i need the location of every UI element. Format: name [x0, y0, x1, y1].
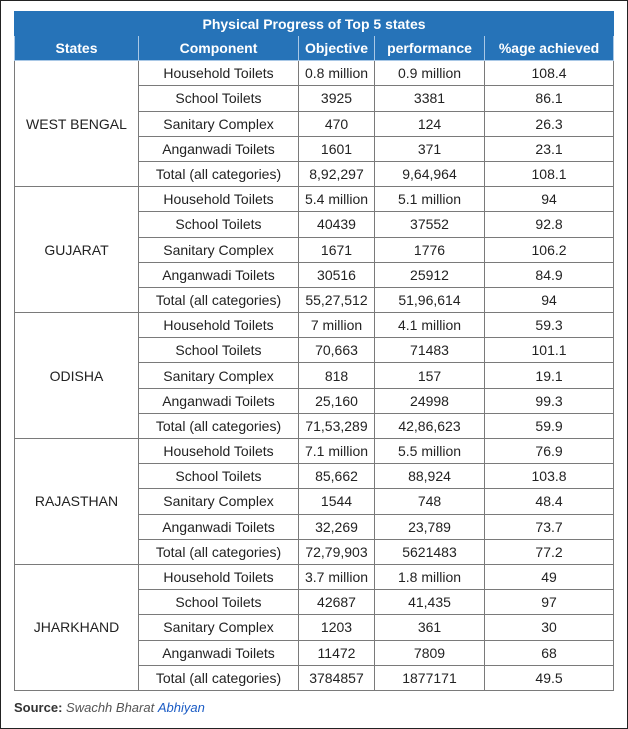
- table-title: Physical Progress of Top 5 states: [15, 12, 614, 36]
- achieved-cell: 48.4: [485, 489, 614, 514]
- objective-cell: 3925: [299, 86, 375, 111]
- achieved-cell: 68: [485, 640, 614, 665]
- component-cell: School Toilets: [139, 464, 299, 489]
- table-row: [15, 564, 614, 589]
- state-name-cell: RAJASTHAN: [15, 439, 139, 565]
- state-name-cell: JHARKHAND: [15, 564, 139, 690]
- objective-cell: 25,160: [299, 388, 375, 413]
- objective-cell: 71,53,289: [299, 413, 375, 438]
- component-cell: School Toilets: [139, 338, 299, 363]
- component-cell: Sanitary Complex: [139, 363, 299, 388]
- header-objective: Objective: [299, 36, 375, 61]
- component-cell: Household Toilets: [139, 564, 299, 589]
- column-header-row: [15, 36, 614, 61]
- performance-cell: 124: [375, 111, 485, 136]
- component-cell: School Toilets: [139, 590, 299, 615]
- table-row: [15, 439, 614, 464]
- objective-cell: 3.7 million: [299, 564, 375, 589]
- performance-cell: 157: [375, 363, 485, 388]
- objective-cell: 42687: [299, 590, 375, 615]
- performance-cell: 9,64,964: [375, 161, 485, 186]
- source-note: [14, 700, 205, 715]
- component-cell: Anganwadi Toilets: [139, 262, 299, 287]
- objective-cell: 1601: [299, 136, 375, 161]
- achieved-cell: 73.7: [485, 514, 614, 539]
- objective-cell: 70,663: [299, 338, 375, 363]
- performance-cell: 25912: [375, 262, 485, 287]
- state-name-cell: GUJARAT: [15, 187, 139, 313]
- objective-cell: 55,27,512: [299, 287, 375, 312]
- component-cell: Anganwadi Toilets: [139, 640, 299, 665]
- performance-cell: 1.8 million: [375, 564, 485, 589]
- objective-cell: 470: [299, 111, 375, 136]
- state-name-cell: WEST BENGAL: [15, 61, 139, 187]
- component-cell: School Toilets: [139, 86, 299, 111]
- component-cell: Total (all categories): [139, 413, 299, 438]
- performance-cell: 3381: [375, 86, 485, 111]
- source-label: Source:: [14, 700, 63, 715]
- objective-cell: 40439: [299, 212, 375, 237]
- performance-cell: 1776: [375, 237, 485, 262]
- performance-cell: 1877171: [375, 665, 485, 690]
- objective-cell: 1203: [299, 615, 375, 640]
- achieved-cell: 49.5: [485, 665, 614, 690]
- performance-cell: 361: [375, 615, 485, 640]
- achieved-cell: 84.9: [485, 262, 614, 287]
- performance-cell: 51,96,614: [375, 287, 485, 312]
- table-header: [15, 12, 614, 61]
- achieved-cell: 30: [485, 615, 614, 640]
- table-row: [15, 313, 614, 338]
- performance-cell: 24998: [375, 388, 485, 413]
- component-cell: Anganwadi Toilets: [139, 388, 299, 413]
- state-name-cell: ODISHA: [15, 313, 139, 439]
- header-performance: performance: [375, 36, 485, 61]
- performance-cell: 23,789: [375, 514, 485, 539]
- performance-cell: 371: [375, 136, 485, 161]
- achieved-cell: 99.3: [485, 388, 614, 413]
- table-body: [15, 61, 614, 691]
- header-achieved: %age achieved: [485, 36, 614, 61]
- achieved-cell: 94: [485, 187, 614, 212]
- performance-cell: 42,86,623: [375, 413, 485, 438]
- achieved-cell: 101.1: [485, 338, 614, 363]
- performance-cell: 71483: [375, 338, 485, 363]
- objective-cell: 818: [299, 363, 375, 388]
- component-cell: Total (all categories): [139, 539, 299, 564]
- achieved-cell: 59.3: [485, 313, 614, 338]
- objective-cell: 3784857: [299, 665, 375, 690]
- component-cell: Sanitary Complex: [139, 111, 299, 136]
- objective-cell: 8,92,297: [299, 161, 375, 186]
- objective-cell: 7.1 million: [299, 439, 375, 464]
- header-component: Component: [139, 36, 299, 61]
- achieved-cell: 19.1: [485, 363, 614, 388]
- performance-cell: 5.5 million: [375, 439, 485, 464]
- physical-progress-table: [14, 11, 614, 691]
- performance-cell: 5621483: [375, 539, 485, 564]
- component-cell: Household Toilets: [139, 439, 299, 464]
- achieved-cell: 108.4: [485, 61, 614, 86]
- achieved-cell: 49: [485, 564, 614, 589]
- component-cell: Sanitary Complex: [139, 237, 299, 262]
- component-cell: School Toilets: [139, 212, 299, 237]
- component-cell: Sanitary Complex: [139, 489, 299, 514]
- achieved-cell: 108.1: [485, 161, 614, 186]
- performance-cell: 748: [375, 489, 485, 514]
- performance-cell: 4.1 million: [375, 313, 485, 338]
- performance-cell: 7809: [375, 640, 485, 665]
- achieved-cell: 94: [485, 287, 614, 312]
- objective-cell: 7 million: [299, 313, 375, 338]
- header-states: States: [15, 36, 139, 61]
- objective-cell: 72,79,903: [299, 539, 375, 564]
- achieved-cell: 92.8: [485, 212, 614, 237]
- source-link[interactable]: Abhiyan: [157, 700, 205, 715]
- objective-cell: 32,269: [299, 514, 375, 539]
- performance-cell: 41,435: [375, 590, 485, 615]
- table-row: [15, 187, 614, 212]
- achieved-cell: 26.3: [485, 111, 614, 136]
- achieved-cell: 59.9: [485, 413, 614, 438]
- component-cell: Anganwadi Toilets: [139, 514, 299, 539]
- component-cell: Anganwadi Toilets: [139, 136, 299, 161]
- component-cell: Total (all categories): [139, 161, 299, 186]
- achieved-cell: 77.2: [485, 539, 614, 564]
- objective-cell: 11472: [299, 640, 375, 665]
- title-row: [15, 12, 614, 36]
- component-cell: Household Toilets: [139, 61, 299, 86]
- objective-cell: 5.4 million: [299, 187, 375, 212]
- component-cell: Sanitary Complex: [139, 615, 299, 640]
- component-cell: Total (all categories): [139, 665, 299, 690]
- objective-cell: 85,662: [299, 464, 375, 489]
- component-cell: Total (all categories): [139, 287, 299, 312]
- performance-cell: 5.1 million: [375, 187, 485, 212]
- achieved-cell: 97: [485, 590, 614, 615]
- achieved-cell: 76.9: [485, 439, 614, 464]
- performance-cell: 37552: [375, 212, 485, 237]
- objective-cell: 1544: [299, 489, 375, 514]
- achieved-cell: 23.1: [485, 136, 614, 161]
- objective-cell: 30516: [299, 262, 375, 287]
- component-cell: Household Toilets: [139, 187, 299, 212]
- performance-cell: 0.9 million: [375, 61, 485, 86]
- component-cell: Household Toilets: [139, 313, 299, 338]
- achieved-cell: 106.2: [485, 237, 614, 262]
- table-row: [15, 61, 614, 86]
- objective-cell: 1671: [299, 237, 375, 262]
- achieved-cell: 86.1: [485, 86, 614, 111]
- objective-cell: 0.8 million: [299, 61, 375, 86]
- source-name: Swachh Bharat: [66, 700, 155, 715]
- achieved-cell: 103.8: [485, 464, 614, 489]
- performance-cell: 88,924: [375, 464, 485, 489]
